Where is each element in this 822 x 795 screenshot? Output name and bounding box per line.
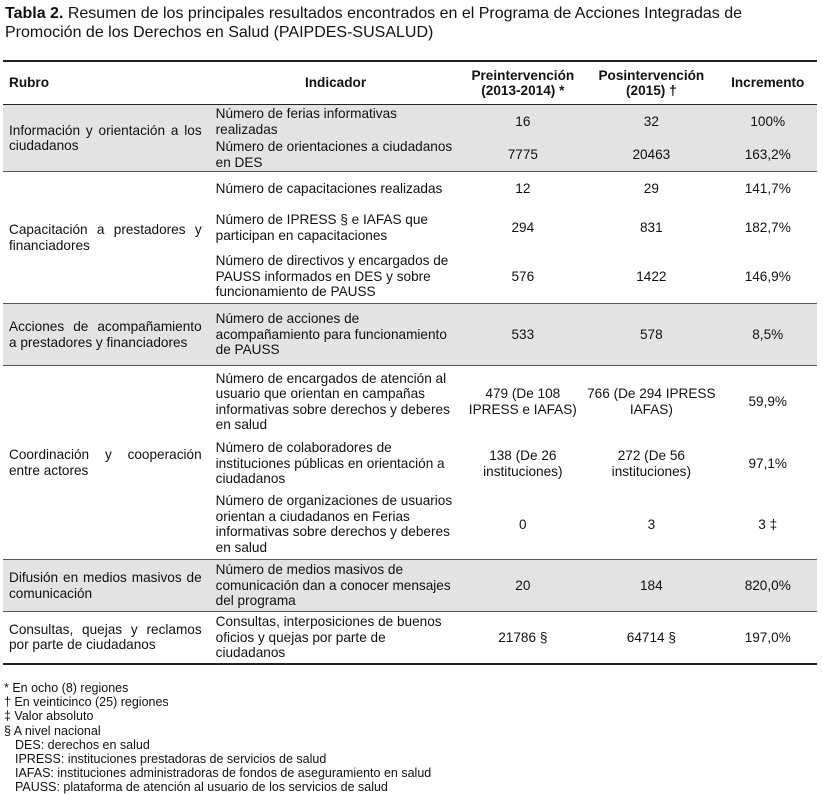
pre-cell: 479 (De 108 IPRESS e IAFAS) [468,386,577,417]
inc-cell: 59,9% [748,394,788,409]
table-label: Tabla 2. [5,5,64,22]
pre-cell: 533 [461,304,584,366]
indicador-cell: Número de IPRESS § e IAFAS que participan en capacitaciones [215,212,428,243]
inc-cell: 146,9% [744,268,791,284]
inc-cell: 820,0% [718,560,817,612]
pre-cell: 16 [461,105,584,139]
pre-cell: 12 [515,181,531,196]
inc-cell: 141,7% [744,181,791,196]
header-rubro: Rubro [9,75,50,91]
inc-cell: 100% [718,105,817,139]
pre-cell: 7775 [461,139,584,172]
pre-cell: 138 (De 26 instituciones) [483,448,563,479]
pos-cell: 831 [640,219,663,235]
table-group [3,560,817,612]
pre-cell: 20 [461,560,584,612]
table-group [3,105,817,172]
table-group [3,304,817,366]
indicador-cell: Número de colaboradores de instituciones públicas en orientación a ciudadanos [215,440,445,487]
indicador-cell: Número de capacitaciones realizadas [215,181,443,196]
rubro-cell: Información y orientación a los ciudadanos [3,105,210,172]
indicador-cell: Número de encargados de atención al usuario que orientan en campañas informativas sobre derechos y deberes en salud [215,370,450,433]
table-row [3,105,817,139]
footnotes [4,681,431,795]
table-row [3,560,817,612]
footnote-abbreviation: IAFAS: instituciones administradoras de fondos de aseguramiento en salud [15,766,432,781]
header-indicador: Indicador [304,75,367,91]
indicador-cell: Número de orientaciones a ciudadanos en DES [210,139,462,172]
table-row [3,304,817,366]
rubro-cell: Consultas, quejas y reclamos por parte de ciudadanos [9,621,202,653]
indicador-cell: Consultas, interposiciones de buenos oficios y quejas por parte de ciudadanos [215,614,442,660]
rubro-cell: Difusión en medios masivos de comunicación [3,560,210,612]
header-pos-line1: Posintervención [598,67,705,83]
table-group [3,172,817,304]
pre-cell: 576 [511,268,535,284]
pos-cell: 184 [584,560,718,612]
header-preintervencion [461,61,584,105]
footnote: * En ocho (8) regiones [4,681,129,695]
pos-cell: 766 (De 294 IPRESS IAFAS) [587,386,716,417]
indicador-cell: Número de medios masivos de comunicación dan a conocer mensajes del programa [210,560,462,612]
header-posintervencion [584,61,718,105]
pos-cell: 1422 [636,268,667,284]
header-row [3,61,817,105]
table-group [3,612,817,664]
indicador-cell: Número de directivos y encargados de PAUSS informados en DES y sobre funcionamiento de PAUSS [215,253,449,299]
header-pre-line2: (2013-2014) * [481,83,565,98]
table-row [3,612,817,664]
results-table [3,60,817,665]
pos-cell: 64714 § [626,629,676,645]
inc-cell: 97,1% [748,455,788,471]
inc-cell: 8,5% [718,304,817,366]
table-row [3,366,817,438]
indicador-cell: Número de ferias informativas realizadas [210,105,462,139]
footnote-abbreviation: PAUSS: plataforma de atención al usuario de los servicios de salud [15,780,388,795]
pos-cell: 20463 [584,139,718,172]
pos-cell: 29 [643,181,659,196]
rubro-cell: Capacitación a prestadores y financiadores [9,222,202,253]
footnote: § A nivel nacional [4,723,101,738]
inc-cell: 182,7% [744,219,791,235]
inc-cell: 3 ‡ [758,516,778,532]
pre-cell: 294 [511,219,535,235]
footnote-abbreviation: IPRESS: instituciones prestadoras de servicios de salud [15,752,327,767]
pos-cell: 3 [647,516,656,532]
pre-cell: 0 [519,516,527,532]
inc-cell: 197,0% [744,629,791,645]
rubro-cell: Acciones de acompañamiento a prestadores y financiadores [3,304,210,366]
pre-cell: 21786 § [498,629,548,645]
footnote: ‡ Valor absoluto [4,709,94,724]
table-header [3,61,817,105]
rubro-cell: Coordinación y cooperación entre actores [9,447,202,478]
table-caption [5,4,817,42]
table-group [3,366,817,560]
pos-cell: 578 [584,304,718,366]
pos-cell: 272 (De 56 instituciones) [611,448,692,479]
header-pre-line1: Preintervención [471,67,575,83]
footnote-abbreviation: DES: derechos en salud [15,737,150,752]
header-incremento: Incremento [731,75,805,91]
indicador-cell: Número de organizaciones de usuarios orientan a ciudadanos en Ferias informativas sobre derechos y deberes en salud [215,493,453,555]
pos-cell: 32 [584,105,718,139]
footnote: † En veinticinco (25) regiones [4,695,169,710]
table-title: Resumen de los principales resultados encontrados en el Programa de Acciones Integradas de Promoción de los Derechos en Salud (PAIPDES-SUSALUD) [5,5,743,41]
indicador-cell: Número de acciones de acompañamiento para funcionamiento de PAUSS [210,304,462,366]
table-row [3,172,817,206]
inc-cell: 163,2% [718,139,817,172]
header-pos-line2: (2015) † [626,83,677,98]
